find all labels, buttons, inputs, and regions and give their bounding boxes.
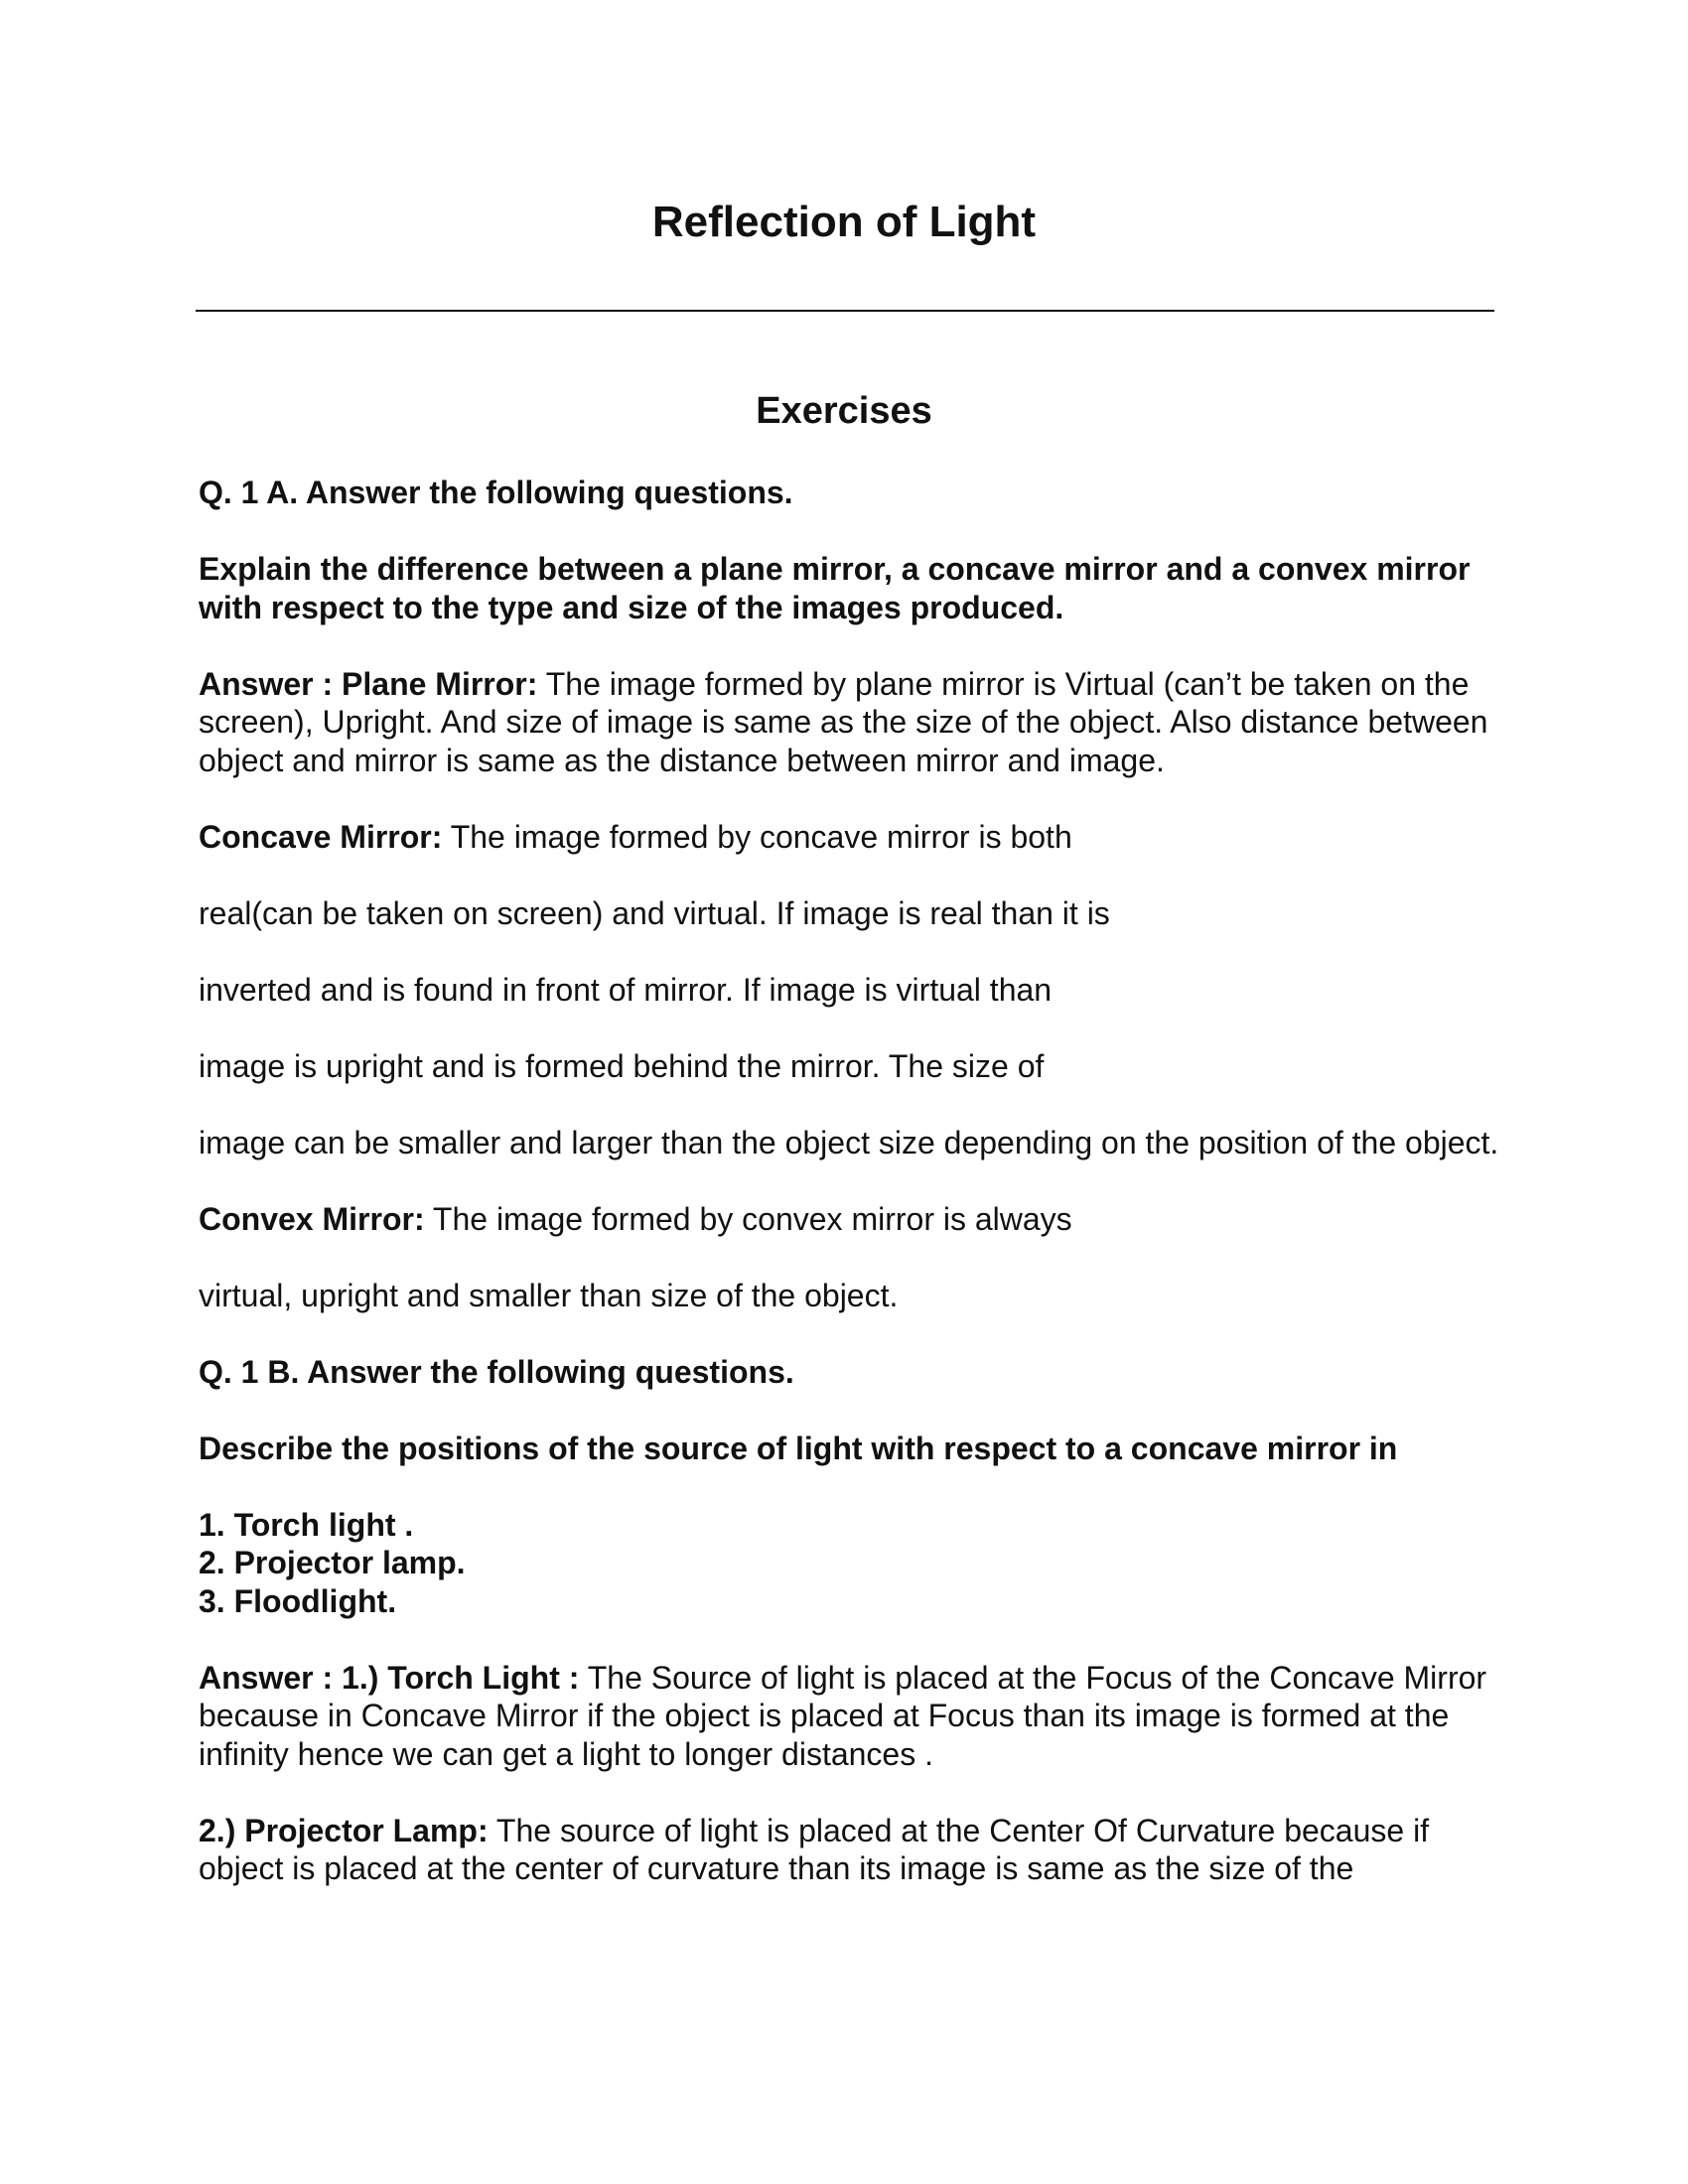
concave-mirror-answer-line (199, 818, 1499, 857)
projector-lamp-text: The source of light is placed at the Center Of Curvature because if object is placed at the center of curvature than its image is same as the size of the (199, 1812, 1430, 1886)
convex-mirror-label: Convex Mirror: (199, 1200, 425, 1237)
concave-mirror-answer-line: image can be smaller and larger than the object size depending on the position of the object. (199, 1124, 1499, 1160)
question-1a-heading: Q. 1 A. Answer the following questions. (199, 475, 793, 510)
torch-light-answer (199, 1659, 1499, 1774)
answer-prefix: Answer : (199, 1659, 343, 1696)
concave-mirror-text: The image formed by concave mirror is both (442, 818, 1072, 855)
list-item: 1. Torch light . (199, 1506, 414, 1543)
concave-mirror-answer-line: real(can be taken on screen) and virtual. If image is real than it is (199, 894, 1110, 931)
answer-prefix: Answer : (199, 665, 343, 702)
question-1a-text: Explain the difference between a plane mirror, a concave mirror and a convex mirror with respect to the type and size of the images produced. (199, 551, 1471, 625)
concave-mirror-answer-line: inverted and is found in front of mirror. If image is virtual than (199, 971, 1053, 1008)
plane-mirror-answer (199, 665, 1499, 780)
plane-mirror-label: Plane Mirror: (342, 665, 538, 702)
concave-mirror-answer-line: image is upright and is formed behind the mirror. The size of (199, 1047, 1045, 1084)
torch-light-text: The Source of light is placed at the Focus of the Concave Mirror because in Concave Mirror if the object is placed at Focus than its image is formed at the infinity hence we can get a light to longer distances . (199, 1659, 1487, 1772)
convex-mirror-answer-line: virtual, upright and smaller than size of the object. (199, 1277, 899, 1313)
concave-mirror-label: Concave Mirror: (199, 818, 443, 855)
question-1b-text: Describe the positions of the source of light with respect to a concave mirror in (199, 1430, 1398, 1466)
question-1b-list (199, 1506, 1499, 1621)
page-title: Reflection of Light (651, 198, 1037, 246)
torch-light-label: 1.) Torch Light : (342, 1659, 580, 1696)
plane-mirror-text: The image formed by plane mirror is Virtual (can’t be taken on the screen), Upright. And size of image is same as the size of the object. Also distance between object and mirror is same as the distance between mirror and image. (199, 665, 1488, 778)
convex-mirror-answer-line (199, 1200, 1499, 1239)
section-title: Exercises (756, 390, 932, 432)
list-item: 3. Floodlight. (199, 1582, 397, 1619)
convex-mirror-text: The image formed by convex mirror is always (424, 1200, 1072, 1237)
document-body (199, 474, 1499, 1926)
question-1b-heading: Q. 1 B. Answer the following questions. (199, 1353, 794, 1390)
title-divider (196, 310, 1494, 312)
projector-lamp-answer (199, 1812, 1499, 1888)
projector-lamp-label: 2.) Projector Lamp: (199, 1812, 489, 1848)
list-item: 2. Projector lamp. (199, 1545, 466, 1580)
